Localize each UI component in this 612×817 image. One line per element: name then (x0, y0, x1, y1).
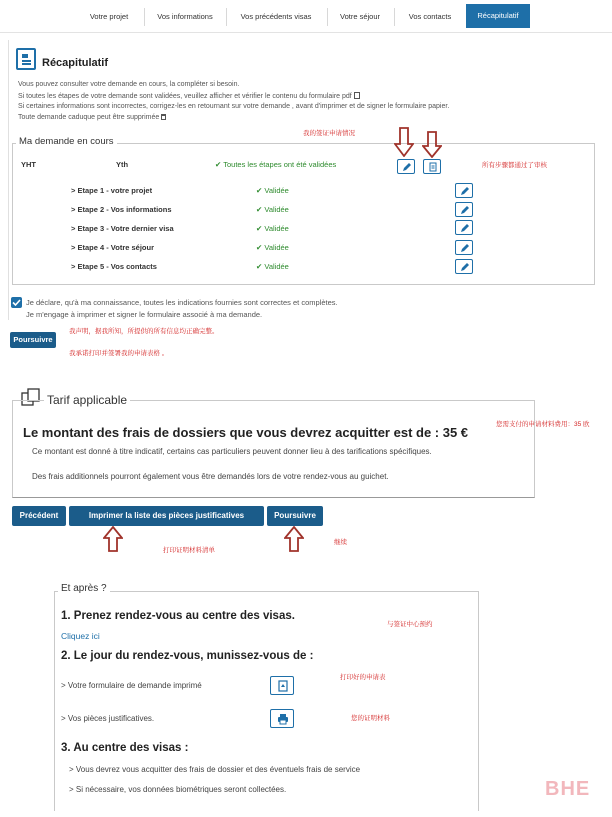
recap-note-1: Vous pouvez consulter votre demande en cours, la compléter si besoin. (18, 81, 240, 88)
step-status-3: ✔ Validée (256, 224, 289, 233)
pencil-icon (460, 205, 470, 215)
all-steps-valid: ✔ Toutes les étapes ont été validées (215, 160, 337, 169)
annotation-text-5: 您需支付的申请材料费用：35 欧 (496, 421, 590, 428)
annotation-text-4: 我承诺打印并签署我的申请表格 。 (69, 350, 169, 357)
recap-note-2: Si toutes les étapes de votre demande sont validées, veuillez afficher et vérifier le contenu du formulaire pdf (18, 92, 360, 100)
tab-votre-projet[interactable]: Votre projet (89, 12, 129, 21)
edit-step-5-button[interactable] (455, 259, 473, 274)
apres-item-form: > Votre formulaire de demande imprimé (61, 681, 202, 690)
step-row-1: > Etape 1 - votre projet (71, 186, 153, 195)
print-pieces-button[interactable] (270, 709, 294, 728)
tab-votre-sejour[interactable]: Votre séjour (339, 12, 381, 21)
trash-icon (161, 114, 166, 120)
pencil-icon (460, 223, 470, 233)
apres-item-frais: > Vous devrez vous acquitter des frais de dossier et des éventuels frais de service (69, 765, 361, 774)
annotation-arrow-1 (394, 127, 414, 159)
annotation-text-1: 我的签证申请情况 (303, 130, 355, 137)
apres-item-pieces: > Vos pièces justificatives. (61, 714, 155, 723)
step-status-2: ✔ Validée (256, 205, 289, 214)
poursuivre-button-top[interactable]: Poursuivre (10, 332, 56, 348)
edit-step-3-button[interactable] (455, 220, 473, 235)
apres-item-biometrie: > Si nécessaire, vos données biométriques seront collectées. (69, 785, 287, 794)
bhe-watermark: BHE (545, 778, 591, 800)
annotation-arrow-2 (422, 131, 442, 160)
tarif-legend: Tarif applicable (44, 393, 130, 407)
apres-step-3-title: 3. Au centre des visas : (61, 742, 189, 754)
check-icon: ✔ (215, 160, 222, 169)
document-icon (16, 48, 36, 70)
annotation-arrow-4 (284, 526, 304, 554)
annotation-text-6: 打印证明材料清单 (163, 547, 215, 554)
edit-step-2-button[interactable] (455, 202, 473, 217)
pdf-icon (428, 162, 438, 172)
annotation-text-7: 继续 (334, 539, 347, 546)
tab-divider (226, 8, 227, 26)
pencil-icon (402, 162, 412, 172)
recap-note-4: Toute demande caduque peut être supprimée (18, 114, 166, 121)
demande-name-2: Yth (116, 160, 129, 169)
poursuivre-button[interactable]: Poursuivre (267, 506, 323, 526)
apres-legend: Et après ? (58, 583, 110, 594)
print-form-button[interactable] (270, 676, 294, 695)
step-row-4: > Etape 4 - Votre séjour (71, 243, 155, 252)
tarif-amount: Le montant des frais de dossiers que vous devrez acquitter est de : 35 € (23, 425, 469, 440)
step-row-5: > Etape 5 - Vos contacts (71, 262, 157, 271)
tarif-line-2: Des frais additionnels pourront également vous être demandés lors de votre rendez-vous au guichet. (32, 472, 389, 481)
cliquez-ici-link[interactable]: Cliquez ici (61, 631, 100, 641)
demande-legend: Ma demande en cours (16, 136, 117, 147)
apres-step-2-title: 2. Le jour du rendez-vous, munissez-vous de : (61, 650, 314, 662)
print-documents-list-button[interactable]: Imprimer la liste des pièces justificatives (69, 506, 264, 526)
edit-request-button[interactable] (397, 159, 415, 174)
pencil-icon (460, 262, 470, 272)
step-status-5: ✔ Validée (256, 262, 289, 271)
pencil-icon (460, 243, 470, 253)
pdf-icon (277, 680, 289, 692)
view-pdf-button[interactable] (423, 159, 441, 174)
tab-bar (0, 0, 612, 33)
annotation-text-8: 与签证中心预约 (387, 621, 433, 628)
edit-step-1-button[interactable] (455, 183, 473, 198)
tarif-line-1: Ce montant est donné à titre indicatif, certains cas particuliers peuvent donner lieu à des tarifications spécifiques. (32, 447, 432, 456)
demande-name-1: YHT (21, 160, 36, 169)
tab-vos-informations[interactable]: Vos informations (157, 12, 213, 21)
recap-title: Récapitulatif (42, 57, 109, 69)
annotation-text-10: 您的证明材料 (351, 715, 390, 722)
step-row-2: > Etape 2 - Vos informations (71, 205, 172, 214)
printer-icon (277, 713, 289, 725)
pdf-icon (354, 92, 360, 99)
pencil-icon (460, 186, 470, 196)
tab-vos-contacts[interactable]: Vos contacts (408, 12, 452, 21)
declaration-line-1: Je déclare, qu'à ma connaissance, toutes les indications fournies sont correctes et complètes. (26, 298, 338, 307)
tab-divider (144, 8, 145, 26)
precedent-button[interactable]: Précédent (12, 506, 66, 526)
checkmark-icon (11, 297, 22, 308)
tab-precedents-visas[interactable]: Vos précédents visas (240, 12, 312, 21)
step-status-4: ✔ Validée (256, 243, 289, 252)
declaration-line-2: Je m'engage à imprimer et signer le formulaire associé à ma demande. (26, 310, 263, 319)
annotation-text-3: 我声明，据我所知，所提供的所有信息均正确完整。 (69, 328, 219, 335)
annotation-arrow-3 (103, 526, 123, 554)
step-status-1: ✔ Validée (256, 186, 289, 195)
edit-step-4-button[interactable] (455, 240, 473, 255)
annotation-text-2: 所有步骤都通过了审核 (482, 162, 547, 169)
declaration-checkbox[interactable] (11, 297, 22, 308)
apres-step-1-title: 1. Prenez rendez-vous au centre des visas. (61, 610, 295, 622)
tab-divider (394, 8, 395, 26)
tab-recapitulatif[interactable]: Récapitulatif (466, 4, 530, 28)
annotation-text-9: 打印好的申请表 (340, 674, 386, 681)
step-row-3: > Etape 3 - Votre dernier visa (71, 224, 174, 233)
tab-divider (327, 8, 328, 26)
recap-note-3: Si certaines informations sont incorrectes, corrigez-les en retournant sur votre demande , avant d'imprimer et de signer le formulaire papier. (18, 103, 450, 110)
